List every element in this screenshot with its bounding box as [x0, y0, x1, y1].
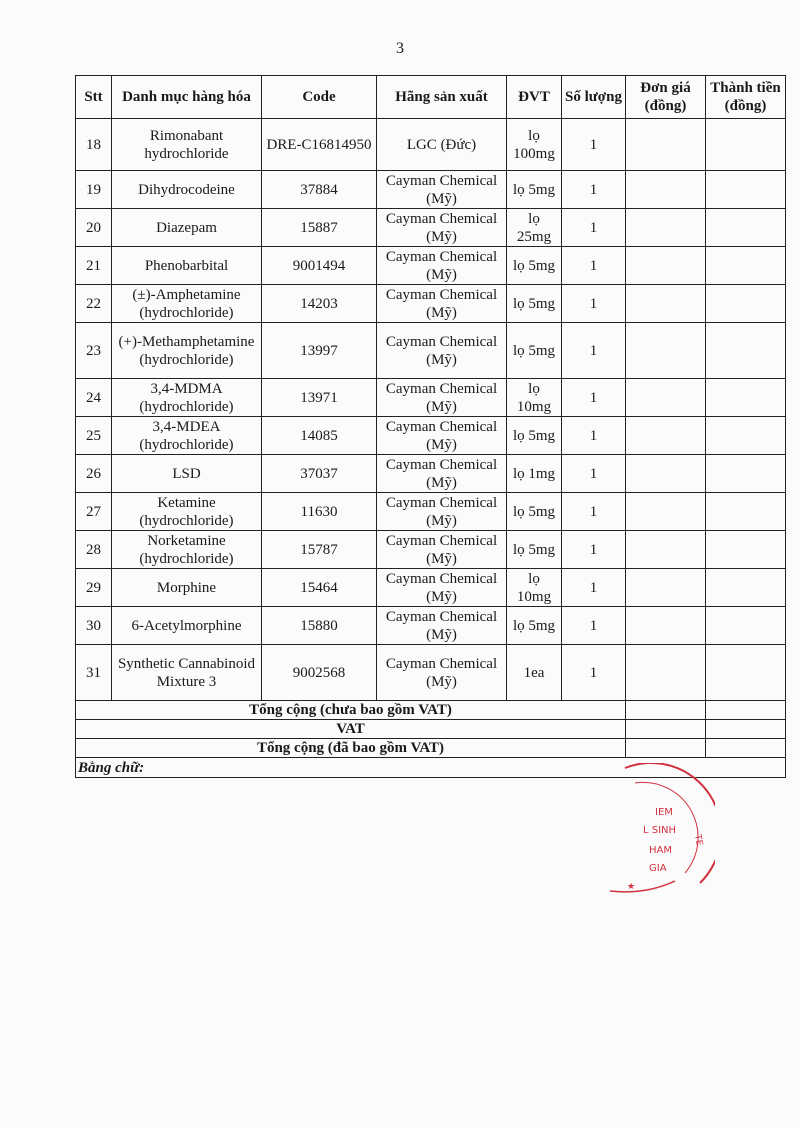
page-number: 3 — [396, 40, 404, 57]
cell-manufacturer: Cayman Chemical (Mỹ) — [377, 379, 507, 417]
cell-manufacturer: Cayman Chemical (Mỹ) — [377, 569, 507, 607]
cell-quantity: 1 — [562, 645, 626, 701]
cell-unit: lọ 1mg — [507, 455, 562, 493]
cell-stt: 18 — [76, 119, 112, 171]
cell-manufacturer: Cayman Chemical (Mỹ) — [377, 209, 507, 247]
cell-unit-price — [626, 379, 706, 417]
table-row — [76, 209, 786, 247]
cell-code: 15787 — [262, 531, 377, 569]
cell-unit: lọ 5mg — [507, 285, 562, 323]
grand-total-empty — [626, 739, 706, 758]
cell-item-name: Synthetic Cannabinoid Mixture 3 — [112, 645, 262, 701]
cell-amount — [706, 569, 786, 607]
cell-stt: 20 — [76, 209, 112, 247]
cell-amount — [706, 493, 786, 531]
cell-manufacturer: LGC (Đức) — [377, 119, 507, 171]
cell-code: 14203 — [262, 285, 377, 323]
cell-code: DRE-C16814950 — [262, 119, 377, 171]
cell-quantity: 1 — [562, 285, 626, 323]
cell-quantity: 1 — [562, 455, 626, 493]
cell-unit: lọ 25mg — [507, 209, 562, 247]
cell-amount — [706, 417, 786, 455]
grand-total-label: Tổng cộng (đã bao gồm VAT) — [76, 739, 626, 758]
table-row — [76, 455, 786, 493]
header-stt: Stt — [76, 76, 112, 119]
cell-quantity: 1 — [562, 119, 626, 171]
header-quantity: Số lượng — [562, 76, 626, 119]
cell-unit-price — [626, 209, 706, 247]
stamp-text-1: IEM — [655, 807, 673, 818]
cell-manufacturer: Cayman Chemical (Mỹ) — [377, 531, 507, 569]
cell-manufacturer: Cayman Chemical (Mỹ) — [377, 493, 507, 531]
cell-manufacturer: Cayman Chemical (Mỹ) — [377, 455, 507, 493]
cell-amount — [706, 531, 786, 569]
vat-row — [76, 720, 786, 739]
cell-unit-price — [626, 119, 706, 171]
cell-amount — [706, 455, 786, 493]
cell-manufacturer: Cayman Chemical (Mỹ) — [377, 645, 507, 701]
cell-unit-price — [626, 531, 706, 569]
cell-item-name: 3,4-MDMA (hydrochloride) — [112, 379, 262, 417]
stamp-outer-arc — [625, 763, 715, 883]
cell-stt: 26 — [76, 455, 112, 493]
cell-quantity: 1 — [562, 323, 626, 379]
cell-quantity: 1 — [562, 209, 626, 247]
cell-item-name: Ketamine (hydrochloride) — [112, 493, 262, 531]
cell-unit: lọ 5mg — [507, 171, 562, 209]
cell-amount — [706, 285, 786, 323]
cell-amount — [706, 607, 786, 645]
cell-unit: lọ 100mg — [507, 119, 562, 171]
cell-manufacturer: Cayman Chemical (Mỹ) — [377, 285, 507, 323]
table-row — [76, 493, 786, 531]
cell-manufacturer: Cayman Chemical (Mỹ) — [377, 247, 507, 285]
cell-manufacturer: Cayman Chemical (Mỹ) — [377, 607, 507, 645]
cell-amount — [706, 209, 786, 247]
cell-amount — [706, 379, 786, 417]
stamp-star-icon: ★ — [627, 882, 636, 892]
cell-stt: 22 — [76, 285, 112, 323]
cell-manufacturer: Cayman Chemical (Mỹ) — [377, 323, 507, 379]
header-code: Code — [262, 76, 377, 119]
cell-unit: lọ 5mg — [507, 247, 562, 285]
cell-unit: lọ 5mg — [507, 417, 562, 455]
table-row — [76, 171, 786, 209]
cell-amount — [706, 171, 786, 209]
vat-label: VAT — [76, 720, 626, 739]
cell-code: 15464 — [262, 569, 377, 607]
cell-code: 15887 — [262, 209, 377, 247]
grand-total-value — [706, 739, 786, 758]
cell-unit-price — [626, 493, 706, 531]
cell-unit: 1ea — [507, 645, 562, 701]
cell-code: 9002568 — [262, 645, 377, 701]
subtotal-row — [76, 701, 786, 720]
cell-unit: lọ 10mg — [507, 379, 562, 417]
cell-unit: lọ 5mg — [507, 531, 562, 569]
cell-unit-price — [626, 417, 706, 455]
cell-item-name: 6-Acetylmorphine — [112, 607, 262, 645]
cell-unit-price — [626, 285, 706, 323]
cell-code: 37884 — [262, 171, 377, 209]
cell-item-name: Phenobarbital — [112, 247, 262, 285]
table-row — [76, 285, 786, 323]
header-manufacturer: Hãng sản xuất — [377, 76, 507, 119]
table-header-row — [76, 76, 786, 119]
subtotal-label: Tổng cộng (chưa bao gồm VAT) — [76, 701, 626, 720]
cell-code: 13971 — [262, 379, 377, 417]
header-unit: ĐVT — [507, 76, 562, 119]
red-seal-stamp — [605, 763, 715, 898]
vat-value — [706, 720, 786, 739]
subtotal-empty — [626, 701, 706, 720]
cell-stt: 29 — [76, 569, 112, 607]
table-row — [76, 247, 786, 285]
cell-amount — [706, 645, 786, 701]
cell-quantity: 1 — [562, 171, 626, 209]
cell-code: 37037 — [262, 455, 377, 493]
cell-quantity: 1 — [562, 569, 626, 607]
header-item-name: Danh mục hàng hóa — [112, 76, 262, 119]
cell-item-name: Norketamine (hydrochloride) — [112, 531, 262, 569]
table-row — [76, 119, 786, 171]
cell-unit-price — [626, 569, 706, 607]
cell-unit: lọ 5mg — [507, 323, 562, 379]
table-row — [76, 569, 786, 607]
table-row — [76, 607, 786, 645]
table-row — [76, 379, 786, 417]
cell-manufacturer: Cayman Chemical (Mỹ) — [377, 171, 507, 209]
cell-manufacturer: Cayman Chemical (Mỹ) — [377, 417, 507, 455]
table-row — [76, 531, 786, 569]
cell-item-name: LSD — [112, 455, 262, 493]
stamp-text-2: L SINH — [643, 825, 677, 836]
cell-stt: 31 — [76, 645, 112, 701]
cell-quantity: 1 — [562, 531, 626, 569]
in-words-label: Bằng chữ: — [76, 758, 786, 778]
cell-quantity: 1 — [562, 379, 626, 417]
cell-item-name: (±)-Amphetamine (hydrochloride) — [112, 285, 262, 323]
cell-stt: 23 — [76, 323, 112, 379]
header-amount: Thành tiền (đồng) — [706, 76, 786, 119]
stamp-text-4: GIA — [649, 863, 667, 874]
cell-item-name: Morphine — [112, 569, 262, 607]
cell-quantity: 1 — [562, 417, 626, 455]
cell-stt: 25 — [76, 417, 112, 455]
items-table — [75, 75, 786, 778]
vat-empty — [626, 720, 706, 739]
cell-stt: 21 — [76, 247, 112, 285]
cell-stt: 28 — [76, 531, 112, 569]
stamp-bottom-arc — [610, 881, 675, 892]
cell-unit-price — [626, 323, 706, 379]
cell-code: 9001494 — [262, 247, 377, 285]
cell-quantity: 1 — [562, 493, 626, 531]
cell-unit-price — [626, 171, 706, 209]
cell-item-name: Rimonabant hydrochloride — [112, 119, 262, 171]
cell-unit-price — [626, 455, 706, 493]
table-row — [76, 645, 786, 701]
cell-code: 11630 — [262, 493, 377, 531]
cell-amount — [706, 119, 786, 171]
cell-unit-price — [626, 607, 706, 645]
cell-code: 14085 — [262, 417, 377, 455]
cell-stt: 19 — [76, 171, 112, 209]
cell-amount — [706, 323, 786, 379]
cell-stt: 30 — [76, 607, 112, 645]
subtotal-value — [706, 701, 786, 720]
cell-item-name: Diazepam — [112, 209, 262, 247]
cell-item-name: 3,4-MDEA (hydrochloride) — [112, 417, 262, 455]
cell-unit: lọ 5mg — [507, 607, 562, 645]
table-row — [76, 417, 786, 455]
cell-amount — [706, 247, 786, 285]
cell-unit: lọ 10mg — [507, 569, 562, 607]
stamp-text-5: TE — [692, 833, 704, 847]
header-unit-price: Đơn giá (đồng) — [626, 76, 706, 119]
cell-code: 15880 — [262, 607, 377, 645]
cell-unit-price — [626, 247, 706, 285]
cell-item-name: (+)-Methamphetamine (hydrochloride) — [112, 323, 262, 379]
cell-item-name: Dihydrocodeine — [112, 171, 262, 209]
table-row — [76, 323, 786, 379]
cell-quantity: 1 — [562, 607, 626, 645]
cell-stt: 24 — [76, 379, 112, 417]
cell-unit-price — [626, 645, 706, 701]
cell-code: 13997 — [262, 323, 377, 379]
cell-quantity: 1 — [562, 247, 626, 285]
grand-total-row — [76, 739, 786, 758]
cell-unit: lọ 5mg — [507, 493, 562, 531]
stamp-text-3: HAM — [649, 845, 672, 856]
cell-stt: 27 — [76, 493, 112, 531]
